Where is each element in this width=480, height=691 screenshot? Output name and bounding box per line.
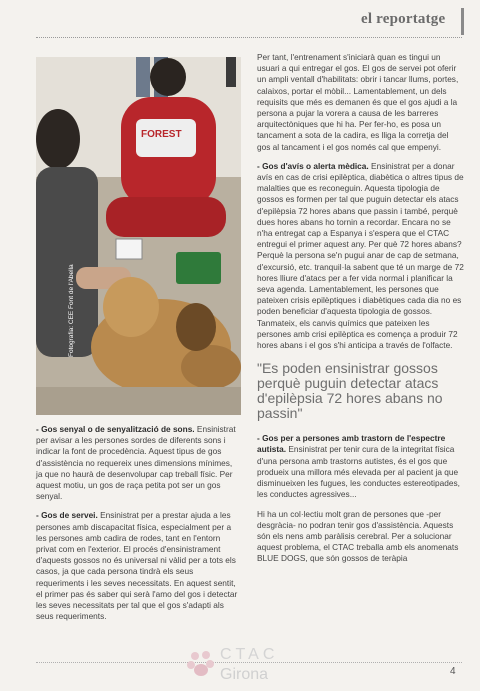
heading-medical-alert: - Gos d'avís o alerta mèdica. [257,160,369,171]
ctac-logo [186,646,306,688]
paragraph-autism-dog [257,433,464,500]
paragraph-service-dog [36,510,240,622]
section-title: el reportatge [361,11,446,27]
page-number: 4 [450,666,456,677]
paragraph-blue-dogs: Hi ha un col·lectiu molt gran de persones que -per desgràcia- no podran tenir gos d'assistència. Aquests són els nens amb paràlisis cerebral. Per a solucionar aquest problema, el CTAC treballa amb els anomenats BLUE DOGS, que són gossos de teràpia [257,508,459,564]
text-service-dog: Ensinistrat per a prestar ajuda a les persones amb discapacitat física, especialment per a les persones amb cadira de rodes, tant en l'entorn privat com en l'exterior. El procés d'ensinistrament d'aquests gossos no és universal ni vàlid per a tots els casos, ja que cada persona tindrà els seus requeriments i les seves necessitats. En aquest sentit, el primer pas és saber qui serà l'amo del gos i detectar les seves necessitats per tal que el gos s'adapti als seus requeriments. [36,510,238,622]
heading-autism-dog: - Gos per a persones amb trastorn de l'espectre autista. [257,433,446,455]
paragraph-signal-dog [36,424,240,502]
photo-credit: Fotografia: CEE Font de l'Abella [68,264,75,357]
logo-text-girona: Girona [220,666,269,683]
pull-quote: "Es poden ensinistrar gossos perquè puguin detectar atacs d'epilèpsia 72 hores abans no passin" [257,360,443,422]
svg-text:FOREST: FOREST [141,129,182,140]
logo-text-ctac: CTAC [220,646,279,663]
paragraph-medical-alert [257,161,464,351]
heading-service-dog: - Gos de servei. [36,510,98,521]
left-column [36,424,240,630]
text-signal-dog: Ensinistrat per avisar a les persones sordes de diferents sons i indicar la font de procedència. Aquest tipus de gos d'assistència no requereix unes dimensions mínimes, ja que no haurà de desenvolupar cap treball físic. Per aquest motiu, un gos de raça petita pot ser un gos senyal. [36,424,236,502]
paw-logo-icon [186,648,216,678]
article-photo [36,57,241,415]
photo-illustration [36,57,241,415]
header-accent-bar [461,8,464,35]
text-autism-dog: Ensinistrat per tenir cura de la integritat física d'una persona amb trastorns autistes, és el gos que produeix una millora més elevada per al pacient ja que disminueixen les fugues, les conductes estereotipades, les conductes agressives... [257,444,460,500]
text-medical-alert: Ensinistrat per a donar avís en cas de crisi epilèptica, diabètica o altres tipus de malalties que es reconeguin. Aquesta tipologia de gossos es formen per tal que puguin detectar els atacs d'epilèpsia 72 hores abans que passin i també, perquè dues hores abans ho tornin a recordar. Encara no se n'ha entregat cap a Espanya i s'espera que el CTAC entregui el primer aquest any. Per què 72 hores abans? Perquè la persona se'n pugui anar de cap de setmana, d'excursió, etc. tranquil·la sabent que té un marge de 72 hores lliure d'atacs per a fer vida normal i planificar la seva agenda. Lamentablement, les persones que pateixen crisis epilèptiques i diabètiques cada dia no es poden beneficiar d'aquesta tipologia de gossos. Tanmateix, els canvis químics que pateixen les persones amb crisi epilèptica es comença a produir 72 hores abans i el gos s'hi anticipa a través de l'olfacte. [257,160,464,351]
paragraph-training: Per tant, l'entrenament s'iniciarà quan es tingui un usuari a qui entregar el gos. El gos de servei pot oferir un ampli ventall d'habilitats: obrir i tancar llums, portes, calaixos, portar el mòbil... Lamentablement, un dels requisits que més es demanen és que el gos ajudi a la persona a pujar la vorera a causa de les barreres arquitectòniques que hi ha. Per fer-ho, es posa un tancament a sota de la cadira, es lliga la corretja del gos al tancament i el gos només cal que empenyi. [257,52,459,152]
right-column [257,52,464,573]
heading-signal-dog: - Gos senyal o de senyalització de sons. [36,424,195,434]
header-divider [36,37,462,38]
